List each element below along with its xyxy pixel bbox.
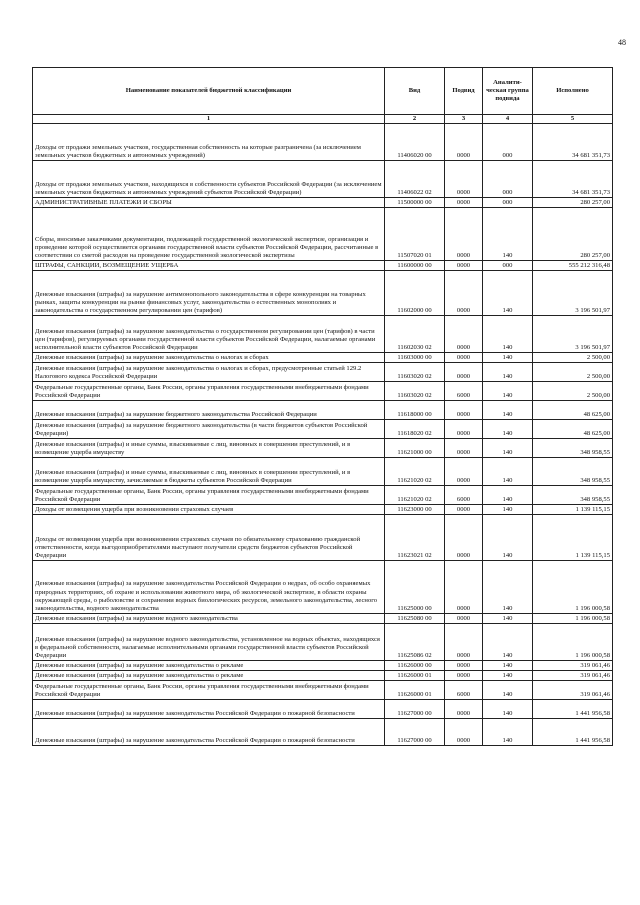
row-name: Денежные взыскания (штрафы) за нарушение законодательства о государственном регулировании цен (тарифов) в части цен (тарифов), регулируемых органами государственной власти субъектов Российской Федерации, налагаемые органами исполнительной власти субъектов Российской Федерации (33, 316, 385, 353)
row-analytic-group: 140 (483, 719, 533, 746)
row-name: Денежные взыскания (штрафы) за нарушение бюджетного законодательства (в части бюджетов субъектов Российской Федерации) (33, 420, 385, 439)
row-analytic-group: 140 (483, 624, 533, 661)
row-executed-amount: 319 061,46 (533, 681, 613, 700)
row-executed-amount: 1 139 115,15 (533, 505, 613, 515)
table-body (33, 124, 613, 746)
row-subtype-code: 0000 (445, 198, 483, 208)
row-subtype-code: 0000 (445, 353, 483, 363)
row-type-code: 11623000 00 (385, 505, 445, 515)
row-type-code: 11623021 02 (385, 515, 445, 561)
row-name: Доходы от продажи земельных участков, находящихся в собственности субъектов Российской Федерации (за исключением земельных участков бюджетных и автономных учреждений субъектов Российской Федерации) (33, 161, 385, 198)
table-row (33, 561, 613, 614)
column-number: 3 (445, 115, 483, 124)
row-executed-amount: 1 196 000,58 (533, 624, 613, 661)
table-row (33, 420, 613, 439)
row-name: Денежные взыскания (штрафы) за нарушение законодательства Российской Федерации о недрах, об особо охраняемых природных территориях, об охране и использовании животного мира, об экологической экспертизе, в области охраны окружающей среды, о рыболовстве и сохранении водных биологических ресурсов, земельного законодательства, лесного законодательства, водного законодательства (33, 561, 385, 614)
row-name: Доходы от возмещения ущерба при возникновении страховых случаев по обязательному страхованию гражданской ответственности, когда выгодоприобретателями выступают получатели средств бюджетов субъектов Российской Федерации (33, 515, 385, 561)
row-analytic-group: 000 (483, 261, 533, 271)
row-analytic-group: 140 (483, 439, 533, 458)
row-subtype-code: 6000 (445, 486, 483, 505)
table-row (33, 208, 613, 261)
row-analytic-group: 140 (483, 515, 533, 561)
row-subtype-code: 0000 (445, 458, 483, 486)
row-type-code: 11625086 02 (385, 624, 445, 661)
row-analytic-group: 000 (483, 161, 533, 198)
row-analytic-group: 000 (483, 124, 533, 161)
row-name: Денежные взыскания (штрафы) за нарушение бюджетного законодательства Российской Федерации (33, 401, 385, 420)
row-subtype-code: 0000 (445, 515, 483, 561)
table-row (33, 624, 613, 661)
row-type-code: 11406020 00 (385, 124, 445, 161)
row-subtype-code: 0000 (445, 671, 483, 681)
row-subtype-code: 0000 (445, 614, 483, 624)
row-subtype-code: 0000 (445, 439, 483, 458)
row-analytic-group: 140 (483, 401, 533, 420)
table-row (33, 316, 613, 353)
row-type-code: 11625080 00 (385, 614, 445, 624)
header-type: Вид (385, 68, 445, 115)
table-row (33, 614, 613, 624)
row-subtype-code: 0000 (445, 316, 483, 353)
row-type-code: 11602030 02 (385, 316, 445, 353)
row-subtype-code: 0000 (445, 505, 483, 515)
table-row (33, 363, 613, 382)
row-executed-amount: 2 500,00 (533, 382, 613, 401)
row-executed-amount: 3 196 501,97 (533, 316, 613, 353)
row-subtype-code: 0000 (445, 363, 483, 382)
row-subtype-code: 0000 (445, 208, 483, 261)
row-executed-amount: 1 196 000,58 (533, 561, 613, 614)
row-name: Денежные взыскания (штрафы) за нарушение антимонопольного законодательства в сфере конкуренции на товарных рынках, защиты конкуренции на рынке финансовых услуг, законодательства о естественных монополиях и законодательства о государственном регулировании цен (тарифов) (33, 271, 385, 316)
row-analytic-group: 140 (483, 614, 533, 624)
table-row (33, 261, 613, 271)
table-row (33, 505, 613, 515)
column-number: 2 (385, 115, 445, 124)
row-subtype-code: 6000 (445, 382, 483, 401)
row-type-code: 11602000 00 (385, 271, 445, 316)
column-number: 1 (33, 115, 385, 124)
row-name: Доходы от возмещения ущерба при возникновении страховых случаев (33, 505, 385, 515)
row-executed-amount: 348 958,55 (533, 458, 613, 486)
row-type-code: 11625000 00 (385, 561, 445, 614)
row-analytic-group: 000 (483, 198, 533, 208)
table-row (33, 458, 613, 486)
row-type-code: 11500000 00 (385, 198, 445, 208)
row-subtype-code: 0000 (445, 719, 483, 746)
row-analytic-group: 140 (483, 271, 533, 316)
row-executed-amount: 34 681 351,73 (533, 124, 613, 161)
header-executed: Исполнено (533, 68, 613, 115)
row-name: АДМИНИСТРАТИВНЫЕ ПЛАТЕЖИ И СБОРЫ (33, 198, 385, 208)
row-name: Федеральные государственные органы, Банк России, органы управления государственными внебюджетными фондами Российской Федерации (33, 681, 385, 700)
row-type-code: 11621000 00 (385, 439, 445, 458)
row-executed-amount: 280 257,00 (533, 208, 613, 261)
row-name: Денежные взыскания (штрафы) за нарушение законодательства Российской Федерации о пожарной безопасности (33, 719, 385, 746)
row-executed-amount: 3 196 501,97 (533, 271, 613, 316)
row-subtype-code: 0000 (445, 124, 483, 161)
row-name: Денежные взыскания (штрафы) за нарушение законодательства о налогах и сборах (33, 353, 385, 363)
row-executed-amount: 1 196 000,58 (533, 614, 613, 624)
row-analytic-group: 140 (483, 700, 533, 719)
budget-execution-table (32, 67, 613, 746)
row-subtype-code: 0000 (445, 271, 483, 316)
row-executed-amount: 555 212 316,48 (533, 261, 613, 271)
table-header-row (33, 68, 613, 115)
row-executed-amount: 319 061,46 (533, 671, 613, 681)
table-row (33, 439, 613, 458)
row-executed-amount: 1 441 956,58 (533, 700, 613, 719)
row-executed-amount: 48 625,00 (533, 420, 613, 439)
row-analytic-group: 140 (483, 561, 533, 614)
row-analytic-group: 140 (483, 505, 533, 515)
row-executed-amount: 348 958,55 (533, 439, 613, 458)
table-row (33, 681, 613, 700)
row-analytic-group: 140 (483, 671, 533, 681)
row-analytic-group: 140 (483, 316, 533, 353)
table-row (33, 353, 613, 363)
row-executed-amount: 2 500,00 (533, 353, 613, 363)
row-analytic-group: 140 (483, 486, 533, 505)
row-name: Денежные взыскания (штрафы) и иные суммы, взыскиваемые с лиц, виновных в совершении преступлений, и в возмещение ущерба имуществу (33, 439, 385, 458)
row-name: Денежные взыскания (штрафы) за нарушение водного законодательства, установленное на водных объектах, находящихся в федеральной собственности, налагаемые исполнительными органами государственной власти субъектов Российской Федерации (33, 624, 385, 661)
table-row (33, 700, 613, 719)
row-type-code: 11621020 02 (385, 486, 445, 505)
row-type-code: 11507020 01 (385, 208, 445, 261)
table-row (33, 198, 613, 208)
row-executed-amount: 1 441 956,58 (533, 719, 613, 746)
column-number: 5 (533, 115, 613, 124)
row-subtype-code: 0000 (445, 401, 483, 420)
row-subtype-code: 0000 (445, 420, 483, 439)
row-type-code: 11626000 00 (385, 661, 445, 671)
table-row (33, 515, 613, 561)
table-row (33, 486, 613, 505)
row-name: Денежные взыскания (штрафы) за нарушение законодательства о рекламе (33, 671, 385, 681)
row-executed-amount: 280 257,00 (533, 198, 613, 208)
header-indicator-name: Наименование показателей бюджетной классификации (33, 68, 385, 115)
row-analytic-group: 140 (483, 353, 533, 363)
row-executed-amount: 2 500,00 (533, 363, 613, 382)
row-type-code: 11626000 01 (385, 671, 445, 681)
row-type-code: 11603020 02 (385, 382, 445, 401)
row-type-code: 11618020 02 (385, 420, 445, 439)
row-executed-amount: 34 681 351,73 (533, 161, 613, 198)
row-subtype-code: 0000 (445, 700, 483, 719)
row-subtype-code: 0000 (445, 661, 483, 671)
row-analytic-group: 140 (483, 661, 533, 671)
row-analytic-group: 140 (483, 208, 533, 261)
row-type-code: 11603000 00 (385, 353, 445, 363)
table-row (33, 661, 613, 671)
row-name: Денежные взыскания (штрафы) за нарушение законодательства Российской Федерации о пожарной безопасности (33, 700, 385, 719)
row-name: Федеральные государственные органы, Банк России, органы управления государственными внебюджетными фондами Российской Федерации (33, 486, 385, 505)
row-subtype-code: 0000 (445, 624, 483, 661)
row-type-code: 11406022 02 (385, 161, 445, 198)
row-type-code: 11627000 00 (385, 719, 445, 746)
row-analytic-group: 140 (483, 420, 533, 439)
row-subtype-code: 0000 (445, 561, 483, 614)
row-name: Денежные взыскания (штрафы) за нарушение законодательства о рекламе (33, 661, 385, 671)
row-name: Сборы, вносимые заказчиками документации, подлежащей государственной экологической экспертизе, организация и проведение которой осуществляется органами государственной власти субъектов Российской Федерации, рассчитанные в соответствии со сметой расходов на проведение государственной экологической экспертизы (33, 208, 385, 261)
row-subtype-code: 0000 (445, 161, 483, 198)
row-analytic-group: 140 (483, 458, 533, 486)
header-analytic-group: Аналити-ческая группа подвида (483, 68, 533, 115)
row-name: Федеральные государственные органы, Банк России, органы управления государственными внебюджетными фондами Российской Федерации (33, 382, 385, 401)
page-number: 48 (618, 38, 626, 47)
table-row (33, 401, 613, 420)
header-subtype: Подвид (445, 68, 483, 115)
row-type-code: 11618000 00 (385, 401, 445, 420)
row-executed-amount: 1 139 115,15 (533, 515, 613, 561)
row-type-code: 11621020 02 (385, 458, 445, 486)
table-row (33, 161, 613, 198)
row-name: Доходы от продажи земельных участков, государственная собственность на которые разграничена (за исключением земельных участков бюджетных и автономных учреждений) (33, 124, 385, 161)
row-subtype-code: 0000 (445, 261, 483, 271)
row-executed-amount: 319 061,46 (533, 661, 613, 671)
row-executed-amount: 348 958,55 (533, 486, 613, 505)
row-name: ШТРАФЫ, САНКЦИИ, ВОЗМЕЩЕНИЕ УЩЕРБА (33, 261, 385, 271)
column-number-row (33, 115, 613, 124)
row-name: Денежные взыскания (штрафы) и иные суммы, взыскиваемые с лиц, виновных в совершении преступлений, и в возмещение ущерба имуществу, зачисляемые в бюджеты субъектов Российской Федерации (33, 458, 385, 486)
row-type-code: 11603020 02 (385, 363, 445, 382)
row-analytic-group: 140 (483, 382, 533, 401)
row-executed-amount: 48 625,00 (533, 401, 613, 420)
table-row (33, 719, 613, 746)
table-row (33, 271, 613, 316)
row-type-code: 11626000 01 (385, 681, 445, 700)
table-row (33, 671, 613, 681)
column-number: 4 (483, 115, 533, 124)
row-type-code: 11627000 00 (385, 700, 445, 719)
row-type-code: 11600000 00 (385, 261, 445, 271)
row-name: Денежные взыскания (штрафы) за нарушение законодательства о налогах и сборах, предусмотренные статьей 129.2 Налогового кодекса Российской Федерации (33, 363, 385, 382)
row-name: Денежные взыскания (штрафы) за нарушение водного законодательства (33, 614, 385, 624)
row-subtype-code: 6000 (445, 681, 483, 700)
table-row (33, 382, 613, 401)
table-row (33, 124, 613, 161)
row-analytic-group: 140 (483, 363, 533, 382)
row-analytic-group: 140 (483, 681, 533, 700)
